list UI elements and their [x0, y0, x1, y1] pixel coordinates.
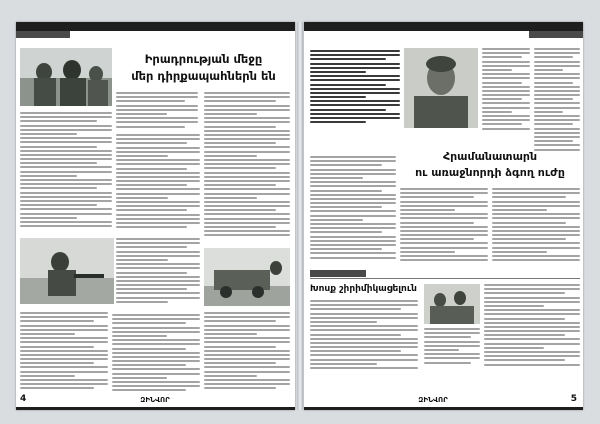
left-article-lower-1 [20, 312, 108, 398]
bottom-right-photo [204, 248, 290, 306]
left-page-section-tab [16, 31, 70, 38]
right-headline-line2: ու առաջնորդի ձգող ուժը [415, 166, 565, 179]
spread-spine [297, 22, 303, 410]
right-footer-logo: ԶԻՆՎՈՐ [418, 396, 448, 404]
bottom-small-photo [424, 284, 480, 324]
right-page [304, 22, 583, 410]
section-divider [310, 278, 580, 279]
left-footer-logo: ԶԻՆՎՈՐ [140, 396, 170, 404]
left-article-column-1 [20, 112, 112, 234]
portrait-photo [404, 48, 478, 128]
bottom-article-column-2 [484, 284, 580, 376]
vehicle-photo-image [204, 248, 290, 306]
right-pull-quote [310, 50, 400, 150]
left-article-lower-2 [112, 314, 200, 398]
right-article-column-3 [492, 188, 580, 268]
right-article-column-1 [310, 156, 396, 268]
right-article-column-2 [400, 188, 488, 268]
right-footer-bar [304, 407, 583, 410]
right-page-header-strip [304, 22, 583, 31]
left-article-column-right [204, 92, 290, 242]
commander-portrait-image [404, 48, 478, 128]
left-footer-bar [16, 407, 295, 410]
right-page-section-tab [529, 31, 583, 38]
right-bottom-section-tab [310, 270, 366, 277]
left-article-lower-3 [204, 312, 290, 398]
left-page [16, 22, 295, 410]
soldier-kneeling-photo-image [20, 238, 114, 304]
bottom-article-column-1 [310, 300, 418, 376]
bottom-article-headline: Խոսք շիրիմիկացելուն [310, 284, 417, 294]
bottom-left-photo [20, 238, 114, 304]
right-article-top-column-2 [534, 48, 580, 160]
top-photo [20, 48, 112, 106]
left-headline-line1: Իրադրության մեջը [144, 52, 263, 66]
left-article-column-3 [116, 238, 200, 310]
bottom-article-column-3 [424, 328, 480, 376]
left-page-number: 4 [20, 394, 27, 404]
right-article-top-column-1 [482, 48, 530, 136]
left-page-header-strip [16, 22, 295, 31]
right-headline-line1: Հրամանատարն [442, 150, 538, 163]
left-article-intro [116, 92, 198, 132]
group-photo-image [424, 284, 480, 324]
left-headline-line2: մեր դիրքապահներն են [131, 69, 276, 83]
right-page-number: 5 [570, 394, 577, 404]
left-article-column-2 [116, 134, 200, 234]
soldiers-photo-image [20, 48, 112, 106]
